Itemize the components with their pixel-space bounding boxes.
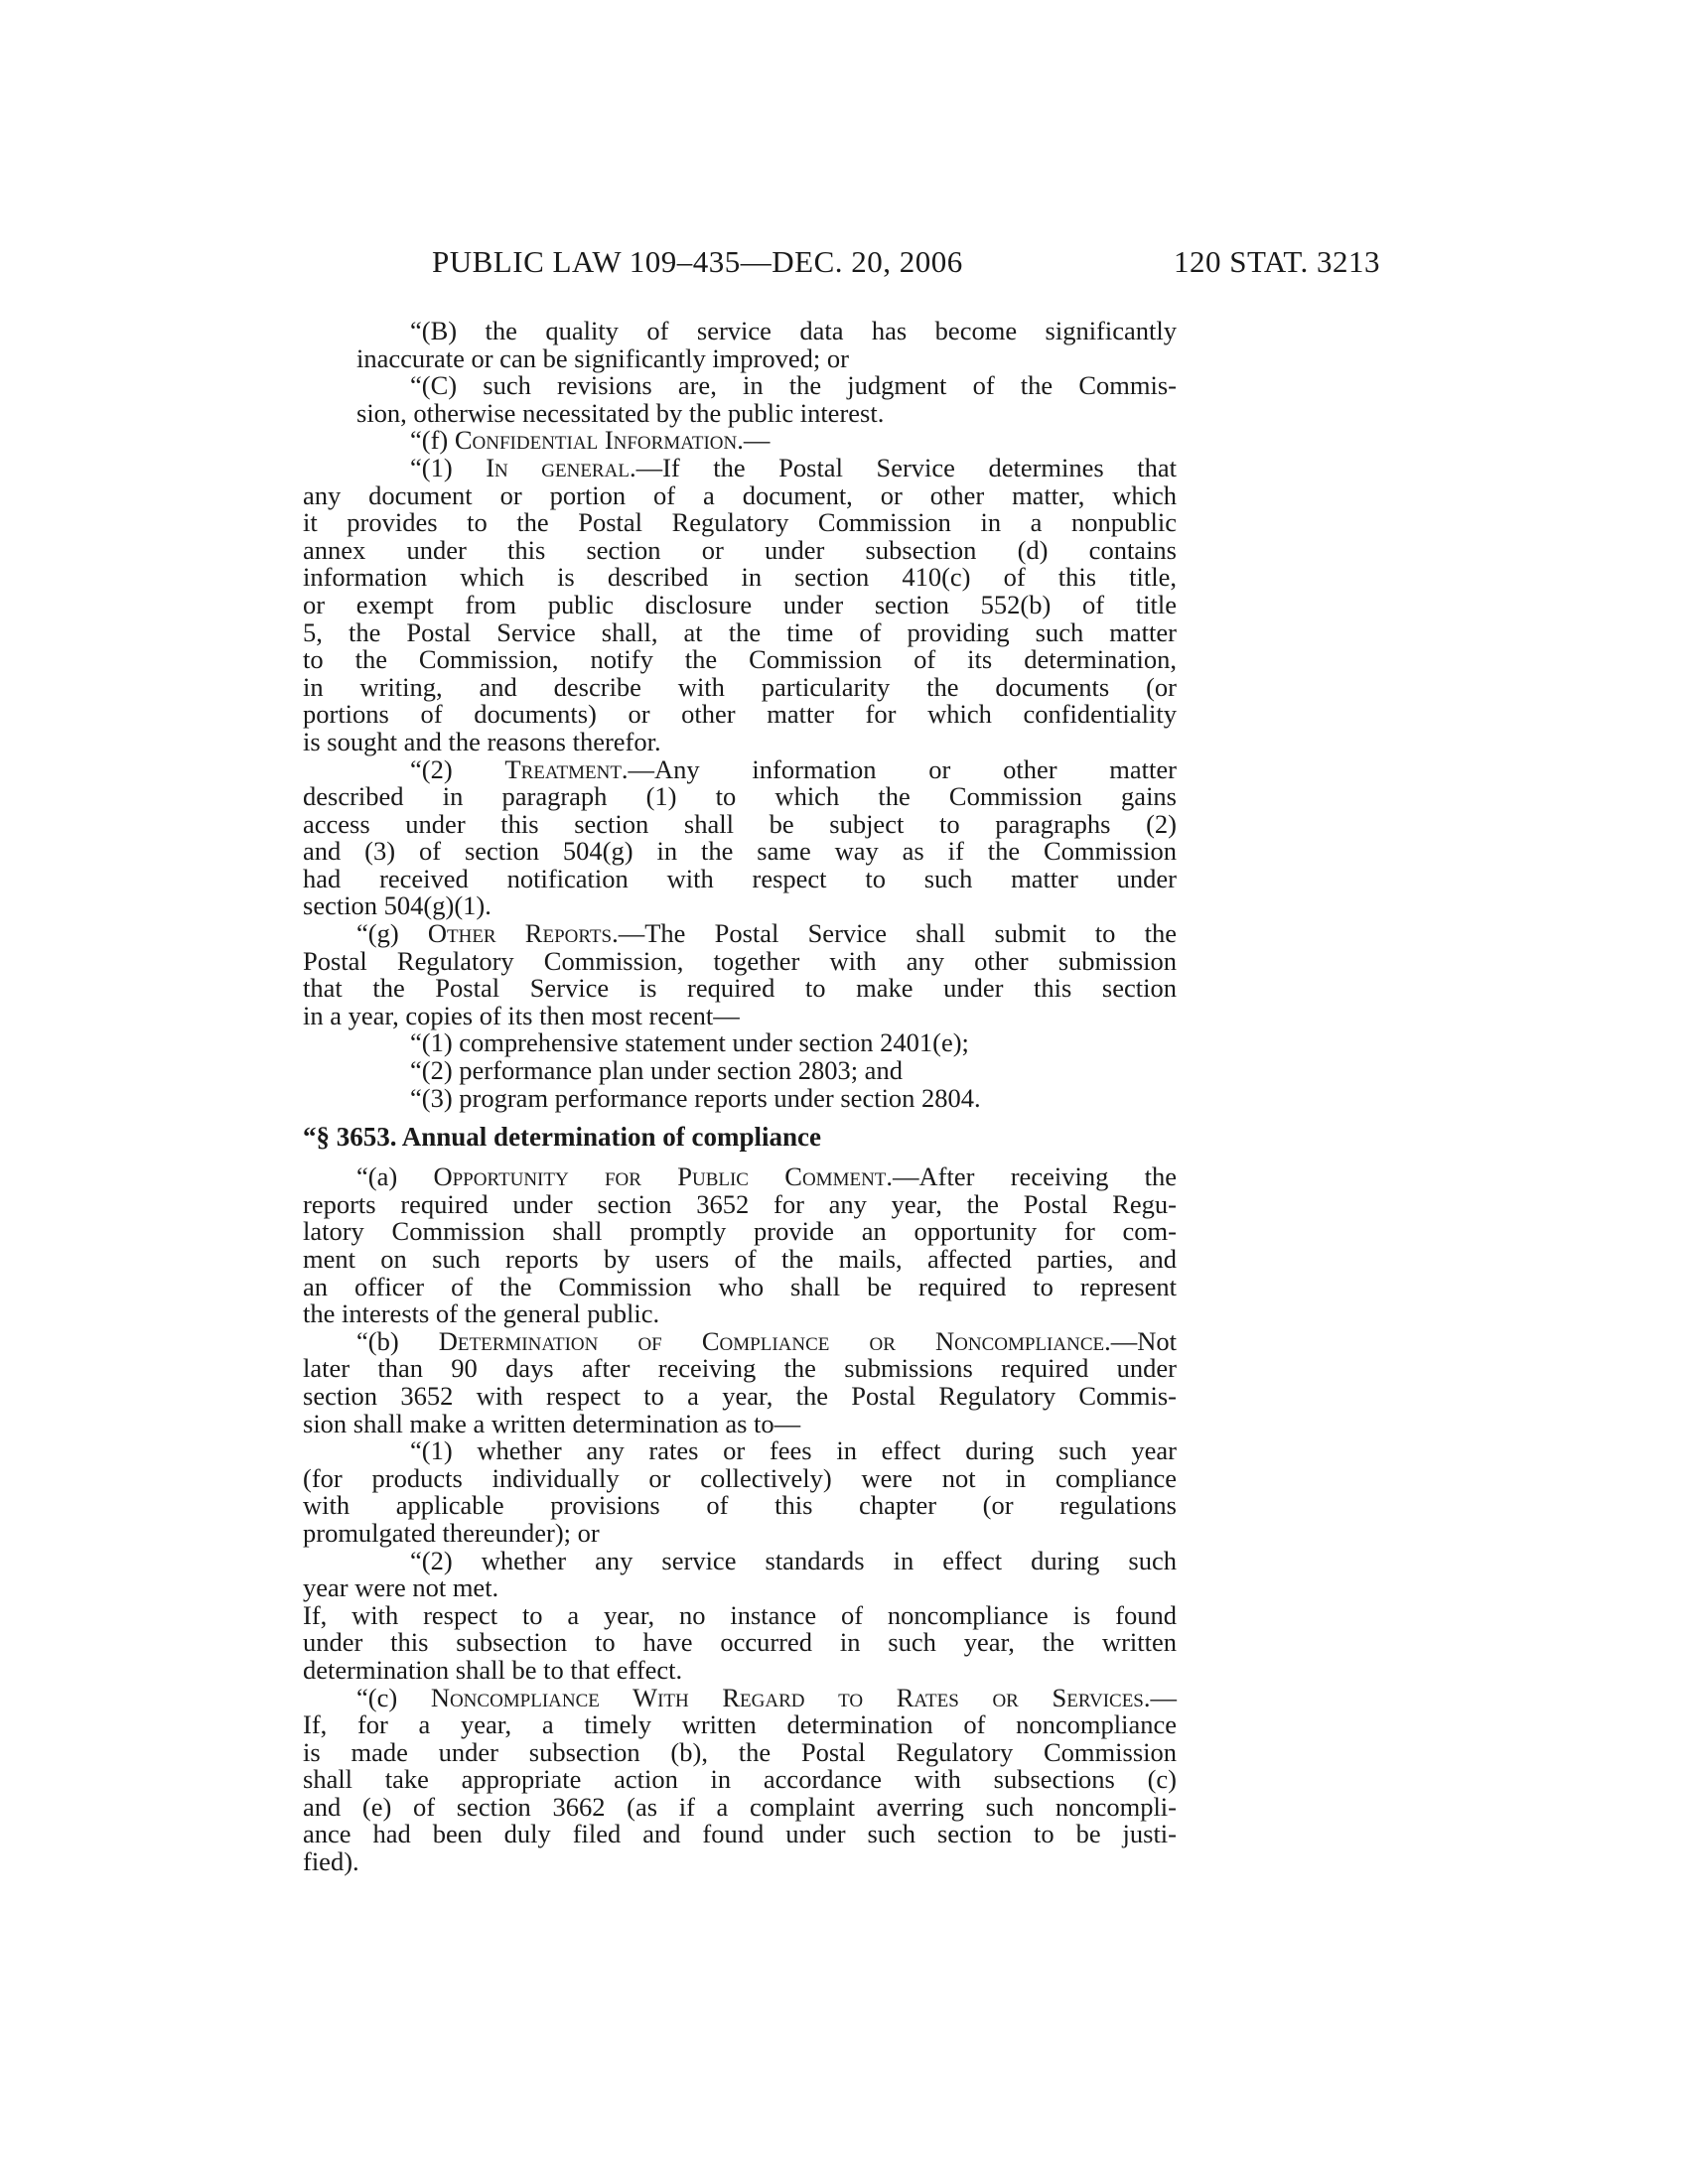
text-line: ance had been duly filed and found under such section to be justi- (303, 1819, 1177, 1849)
text-line: annex under this section or under subsection (d) contains (303, 534, 1177, 565)
text-line: any document or portion of a document, or other matter, which (303, 479, 1177, 510)
text-line: sion, otherwise necessitated by the public interest. (356, 397, 885, 428)
text-line: “(b) Determination of Compliance or Noncompliance.—Not (356, 1325, 1177, 1356)
text-line: shall take appropriate action in accordance with subsections (c) (303, 1764, 1177, 1795)
statute-page-number: 120 STAT. 3213 (1173, 244, 1380, 279)
paragraph (303, 1163, 1177, 1328)
paragraph (303, 1682, 1177, 1877)
page-header (303, 244, 1380, 284)
text-line: “(1) In general.—If the Postal Service determines that (410, 452, 1177, 482)
running-title: PUBLIC LAW 109–435—DEC. 20, 2006 (432, 244, 963, 279)
paragraph (303, 920, 1177, 1029)
text-line: an officer of the Commission who shall be required to represent (303, 1271, 1177, 1301)
text-line: “(a) Opportunity for Public Comment.—After receiving the (356, 1161, 1177, 1192)
text-line: in a year, copies of its then most recent— (303, 1000, 740, 1030)
text-line: that the Postal Service is required to make under this section (303, 973, 1177, 1004)
paragraph (303, 1029, 1177, 1057)
text-line: promulgated thereunder); or (303, 1517, 600, 1548)
text-line: “(3) program performance reports under section 2804. (410, 1082, 981, 1113)
text-line: “(g) Other Reports.—The Postal Service shall submit to the (356, 918, 1177, 949)
text-line: “(1) whether any rates or fees in effect during such year (410, 1435, 1177, 1466)
paragraph (303, 1325, 1177, 1438)
paragraph (303, 427, 1177, 455)
paragraph (303, 1437, 1177, 1547)
text-line: “(c) Noncompliance With Regard to Rates or Services.— (356, 1682, 1177, 1712)
paragraph (303, 753, 1177, 921)
text-line: “(2) performance plan under section 2803; and (410, 1055, 903, 1086)
text-line: “(B) the quality of service data has become significantly (410, 316, 1177, 345)
text-line: If, with respect to a year, no instance of noncompliance is found (303, 1599, 1177, 1630)
text-line: with applicable provisions of this chapter (or regulations (303, 1490, 1177, 1521)
text-line: information which is described in section 410(c) of this title, (303, 562, 1177, 593)
text-line: fied). (303, 1846, 359, 1877)
subsection-paragraphs (303, 318, 1177, 1112)
text-line: the interests of the general public. (303, 1298, 660, 1329)
text-line: year were not met. (303, 1572, 499, 1603)
text-line: to the Commission, notify the Commission of its determination, (303, 644, 1177, 675)
text-line: sion shall make a written determination as to— (303, 1408, 801, 1438)
paragraph (303, 318, 1177, 372)
paragraph (303, 372, 1177, 427)
section-heading: “§ 3653. Annual determination of compliance (303, 1122, 822, 1153)
text-line: “(f) Confidential Information.— (410, 425, 771, 456)
text-line: in writing, and describe with particularity the documents (or (303, 671, 1177, 702)
text-line: “(2) Treatment.—Any information or other matter (410, 753, 1177, 784)
paragraph (303, 1057, 1177, 1085)
text-line: (for products individually or collectively) were not in compliance (303, 1462, 1177, 1493)
text-line: “(2) whether any service standards in effect during such (410, 1545, 1177, 1575)
text-line: and (3) of section 504(g) in the same way as if the Commission (303, 836, 1177, 867)
text-line: “(1) comprehensive statement under section 2401(e); (410, 1027, 969, 1058)
text-line: “(C) such revisions are, in the judgment of the Commis- (410, 370, 1177, 401)
text-line: If, for a year, a timely written determination of noncompliance (303, 1709, 1177, 1740)
text-line: latory Commission shall promptly provide an opportunity for com- (303, 1216, 1177, 1247)
paragraph (303, 1599, 1177, 1685)
text-line: and (e) of section 3662 (as if a complaint averring such noncompli- (303, 1791, 1177, 1822)
text-line: it provides to the Postal Regulatory Commission in a nonpublic (303, 507, 1177, 538)
text-line: access under this section shall be subject to paragraphs (2) (303, 808, 1177, 839)
document-body (303, 318, 1177, 1876)
paragraph (303, 1545, 1177, 1603)
text-line: described in paragraph (1) to which the Commission gains (303, 781, 1177, 812)
text-line: inaccurate or can be significantly improved; or (356, 342, 849, 373)
text-line: is made under subsection (b), the Postal Regulatory Commission (303, 1736, 1177, 1767)
text-line: is sought and the reasons therefor. (303, 726, 661, 756)
paragraph (303, 1082, 1177, 1113)
text-line: ment on such reports by users of the mails, affected parties, and (303, 1244, 1177, 1274)
text-line: had received notification with respect to such matter under (303, 863, 1177, 893)
text-line: under this subsection to have occurred in such year, the written (303, 1627, 1177, 1658)
text-line: later than 90 days after receiving the submissions required under (303, 1353, 1177, 1384)
paragraph (303, 452, 1177, 756)
section-3653-paragraphs (303, 1163, 1177, 1875)
text-line: determination shall be to that effect. (303, 1654, 683, 1685)
text-line: portions of documents) or other matter for which confidentiality (303, 699, 1177, 730)
text-line: section 504(g)(1). (303, 890, 492, 921)
text-line: or exempt from public disclosure under section 552(b) of title (303, 589, 1177, 619)
text-line: reports required under section 3652 for any year, the Postal Regu- (303, 1188, 1177, 1219)
text-line: section 3652 with respect to a year, the Postal Regulatory Commis- (303, 1380, 1177, 1411)
text-line: Postal Regulatory Commission, together with any other submission (303, 945, 1177, 976)
text-line: 5, the Postal Service shall, at the time of providing such matter (303, 616, 1177, 647)
